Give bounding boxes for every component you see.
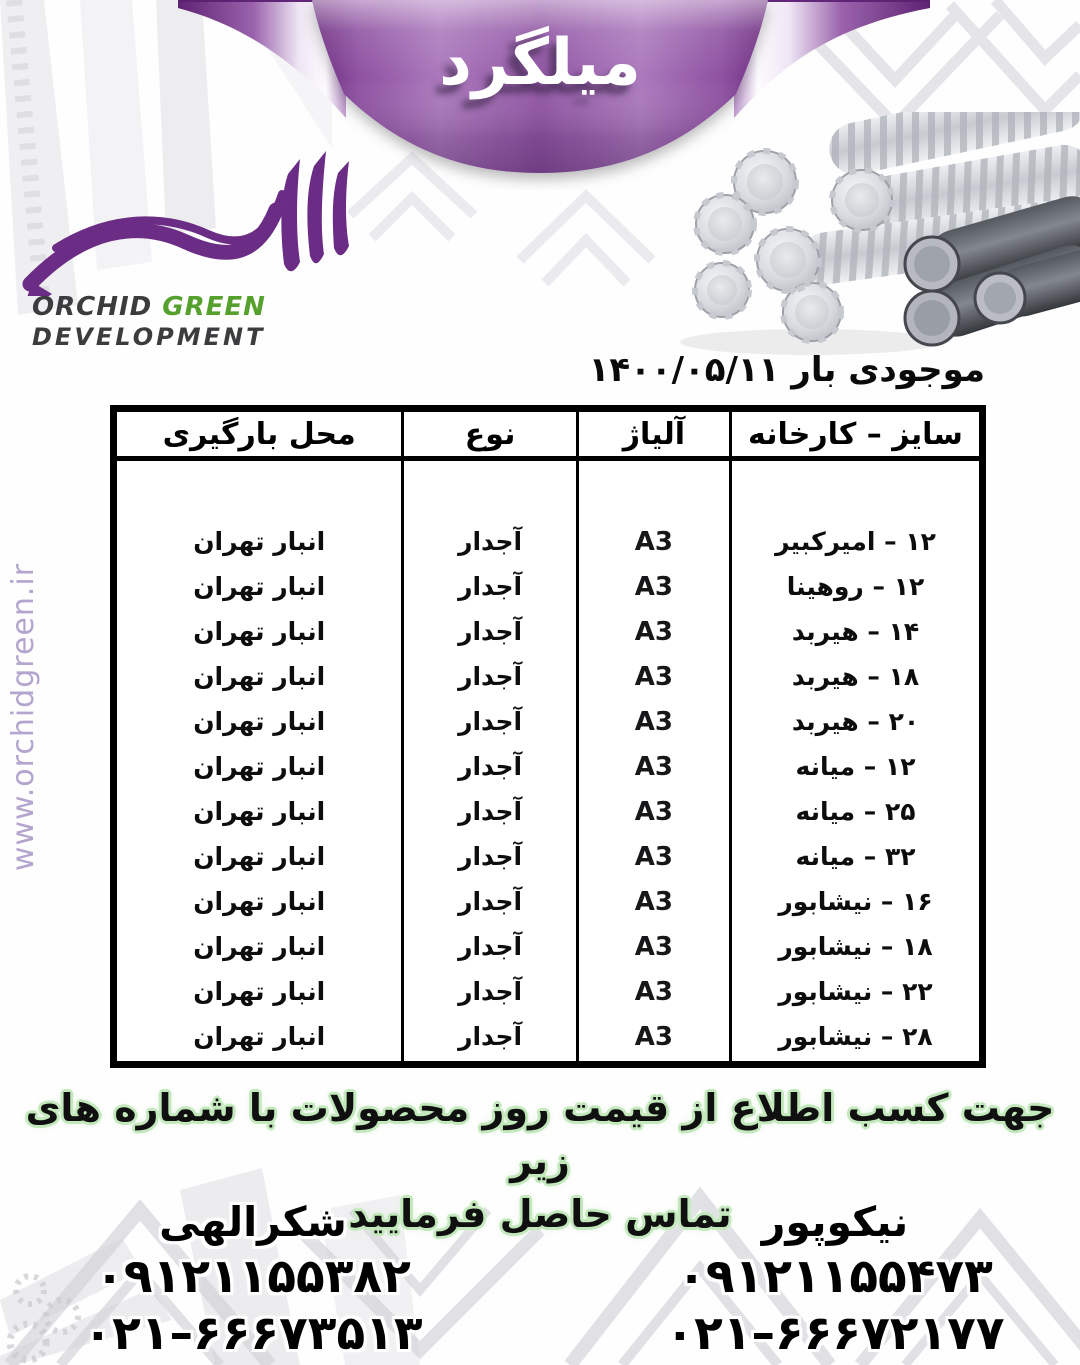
cell-location: انبار تهران [114, 699, 403, 744]
table-spacer-row [114, 459, 983, 520]
contact-phone-number: ۰۲۱–۶۶۶۷۲۱۷۷ [665, 1306, 1005, 1361]
header-loading-location: محل بارگیری [114, 409, 403, 459]
cell-size-factory: ۲۸ – نیشابور [730, 1014, 982, 1059]
table-row [114, 1014, 983, 1059]
cell-location: انبار تهران [114, 744, 403, 789]
contact-mobile-number: ۰۹۱۲۱۱۵۵۳۸۲ [95, 1249, 411, 1304]
cell-type: آجدار [403, 654, 577, 699]
table-row [114, 924, 983, 969]
logo-orchid-text: ORCHID [32, 292, 153, 322]
cell-type: آجدار [403, 969, 577, 1014]
cell-size-factory: ۱۲ – روهینا [730, 564, 982, 609]
cell-size-factory: ۱۲ – میانه [730, 744, 982, 789]
cell-size-factory: ۳۲ – میانه [730, 834, 982, 879]
contact-note-line1: جهت کسب اطلاع از قیمت روز محصولات با شماره های زیر [25, 1086, 1055, 1183]
cell-location: انبار تهران [114, 879, 403, 924]
cell-alloy: A3 [577, 699, 730, 744]
table-row [114, 969, 983, 1014]
logo-swoosh-icon [22, 146, 357, 296]
cell-type: آجدار [403, 834, 577, 879]
cell-alloy: A3 [577, 564, 730, 609]
cell-location: انبار تهران [114, 789, 403, 834]
contact-block-shokrollahi [18, 1196, 488, 1362]
cell-alloy: A3 [577, 834, 730, 879]
website-url: www.orchidgreen.ir [6, 562, 41, 872]
cell-location: انبار تهران [114, 654, 403, 699]
cell-location: انبار تهران [114, 834, 403, 879]
cell-size-factory: ۲۰ – هیربد [730, 699, 982, 744]
cell-alloy: A3 [577, 609, 730, 654]
table-header-row [114, 409, 983, 459]
cell-size-factory: ۱۲ – امیرکبیر [730, 519, 982, 564]
cell-location: انبار تهران [114, 519, 403, 564]
logo-development-text: DEVELOPMENT [32, 323, 266, 351]
table-row [114, 564, 983, 609]
page-title: میلگرد [439, 26, 641, 100]
cell-alloy: A3 [577, 1014, 730, 1059]
cell-size-factory: ۲۲ – نیشابور [730, 969, 982, 1014]
contact-note-line2: تماس حاصل فرمایید [348, 1192, 732, 1236]
stock-table [110, 405, 986, 1068]
contact-name: نیکوپور [761, 1198, 909, 1246]
cell-alloy: A3 [577, 519, 730, 564]
table-row [114, 789, 983, 834]
table-row [114, 654, 983, 699]
table-row [114, 609, 983, 654]
cell-type: آجدار [403, 1014, 577, 1059]
cell-type: آجدار [403, 744, 577, 789]
table-row [114, 744, 983, 789]
header-alloy: آلیاژ [577, 409, 730, 459]
cell-type: آجدار [403, 564, 577, 609]
cell-type: آجدار [403, 519, 577, 564]
header-type: نوع [403, 409, 577, 459]
logo-green-text: GREEN [162, 292, 266, 322]
cell-location: انبار تهران [114, 969, 403, 1014]
cell-location: انبار تهران [114, 609, 403, 654]
contact-phone-number: ۰۲۱–۶۶۶۷۳۵۱۳ [83, 1306, 423, 1361]
cell-location: انبار تهران [114, 924, 403, 969]
cell-alloy: A3 [577, 924, 730, 969]
cell-alloy: A3 [577, 654, 730, 699]
table-filler-row [114, 1059, 983, 1065]
contact-block-nikoupour [600, 1196, 1070, 1362]
table-row [114, 879, 983, 924]
logo-wordmark [32, 292, 352, 352]
cell-type: آجدار [403, 924, 577, 969]
cell-location: انبار تهران [114, 564, 403, 609]
cell-size-factory: ۱۸ – هیربد [730, 654, 982, 699]
table-row [114, 834, 983, 879]
cell-size-factory: ۱۶ – نیشابور [730, 879, 982, 924]
cell-size-factory: ۲۵ – میانه [730, 789, 982, 834]
cell-alloy: A3 [577, 969, 730, 1014]
rebar-bundle-photo [680, 112, 1080, 357]
table-row [114, 699, 983, 744]
cell-type: آجدار [403, 879, 577, 924]
cell-size-factory: ۱۴ – هیربد [730, 609, 982, 654]
cell-alloy: A3 [577, 789, 730, 834]
company-logo [22, 146, 357, 351]
cell-alloy: A3 [577, 879, 730, 924]
logo-line-orchid-green [32, 292, 352, 322]
contact-name: شکرالهی [159, 1198, 347, 1246]
header-size-factory: سایز – کارخانه [730, 409, 982, 459]
inventory-date: موجودی بار ۱۴۰۰/۰۵/۱۱ [588, 350, 985, 390]
cell-type: آجدار [403, 609, 577, 654]
cell-size-factory: ۱۸ – نیشابور [730, 924, 982, 969]
table-row [114, 519, 983, 564]
cell-alloy: A3 [577, 744, 730, 789]
cell-location: انبار تهران [114, 1014, 403, 1059]
contact-mobile-number: ۰۹۱۲۱۱۵۵۴۷۳ [677, 1249, 993, 1304]
cell-type: آجدار [403, 789, 577, 834]
stock-table-container [110, 405, 986, 1065]
cell-type: آجدار [403, 699, 577, 744]
